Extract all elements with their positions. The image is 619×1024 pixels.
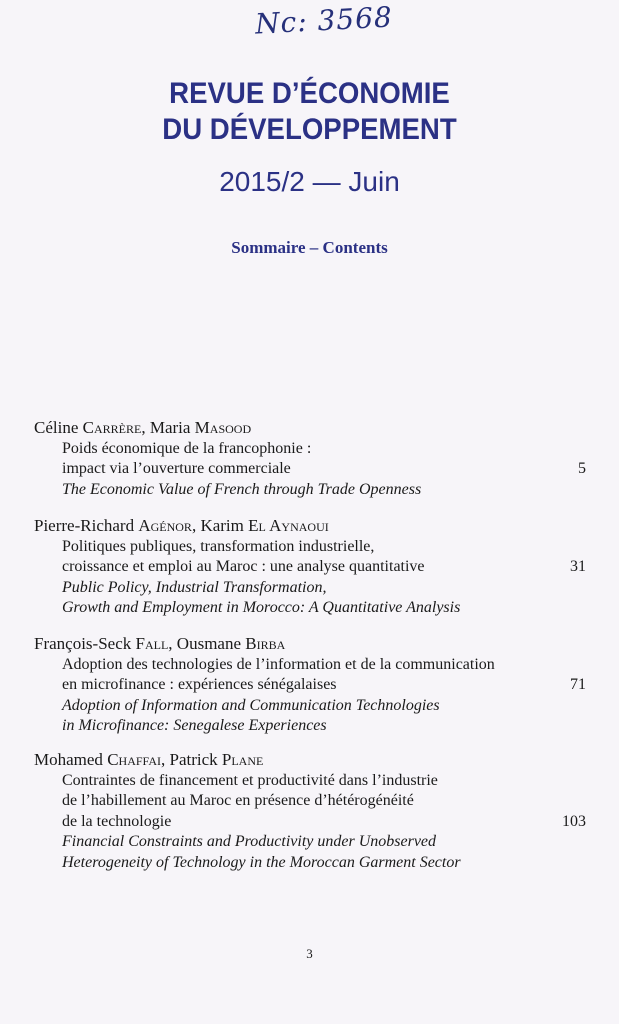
french-title-line: Politiques publiques, transformation industrielle,	[62, 537, 375, 555]
journal-title-line-1: REVUE D’ÉCONOMIE	[169, 77, 450, 110]
page-number: 31	[570, 558, 586, 575]
english-title-line: The Economic Value of French through Trade Openness	[62, 480, 422, 498]
contents-heading: Sommaire – Contents	[231, 238, 388, 257]
french-title-line: en microfinance : expériences sénégalaises 71	[34, 675, 574, 696]
article-authors: Céline Carrère, Maria Masood	[34, 418, 252, 437]
english-title-line: Public Policy, Industrial Transformation,	[62, 578, 327, 596]
issue-date: 2015/2 — Juin	[219, 166, 400, 197]
french-title-line: Adoption des technologies de l’information et de la communication	[62, 655, 495, 673]
french-title-line: Contraintes de financement et productivité dans l’industrie	[62, 771, 438, 789]
article-entry	[34, 634, 586, 737]
french-title-line: croissance et emploi au Maroc : une analyse quantitative 31	[34, 557, 574, 578]
journal-title	[25, 76, 594, 148]
handwritten-note: Nc: 3568	[254, 0, 394, 41]
english-title-line: Adoption of Information and Communication Technologies	[62, 696, 440, 714]
article-authors: Pierre-Richard Agénor, Karim El Aynaoui	[34, 516, 329, 535]
article-entry	[34, 418, 586, 500]
page-number: 71	[570, 676, 586, 693]
english-title-line: Heterogeneity of Technology in the Moroccan Garment Sector	[62, 853, 461, 871]
english-title-line: Growth and Employment in Morocco: A Quantitative Analysis	[62, 599, 461, 616]
article-authors: Mohamed Chaffai, Patrick Plane	[34, 750, 264, 769]
english-title-line: Financial Constraints and Productivity under Unobserved	[62, 833, 437, 850]
journal-title-line-2: DU DÉVELOPPEMENT	[162, 113, 457, 146]
page-folio: 3	[306, 946, 313, 961]
french-title-line: de l’habillement au Maroc en présence d’hétérogénéité	[62, 792, 414, 809]
page-number: 103	[562, 812, 586, 830]
french-title-line: de la technologie 103	[34, 812, 574, 833]
french-title-line: Poids économique de la francophonie :	[62, 439, 312, 457]
english-title-line: in Microfinance: Senegalese Experiences	[62, 717, 327, 734]
page-number: 5	[578, 460, 586, 477]
article-entry	[34, 750, 586, 873]
french-title-line: impact via l’ouverture commerciale 5	[34, 459, 574, 480]
article-authors: François-Seck Fall, Ousmane Birba	[34, 634, 286, 653]
article-entry	[34, 516, 586, 619]
